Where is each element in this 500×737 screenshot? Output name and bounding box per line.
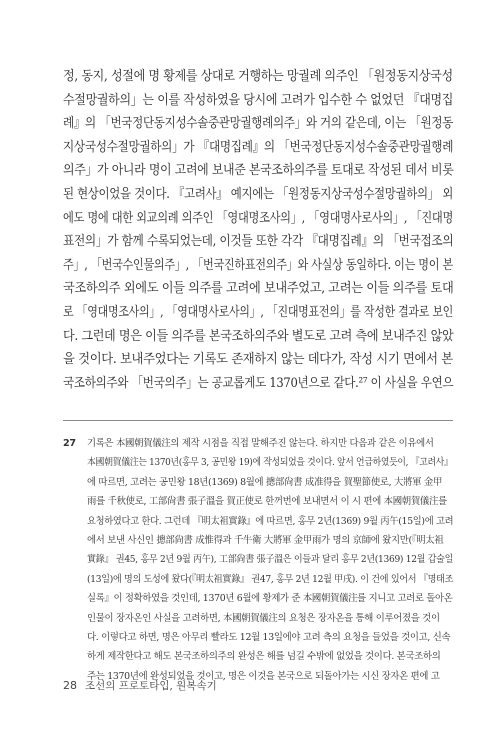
- body-line: 지상국성수절망궐하의」가 『대명집례』의 「번국정단동지성수솔중관망궐행례: [63, 139, 454, 155]
- footnote-line: 에 따르면, 고려는 공민왕 18년(1369) 8월에 摠部尙書 成准得을 賀聖節使로, 大將軍 金甲: [87, 476, 443, 488]
- footnote-text: [87, 434, 453, 686]
- body-line: 국조하의주와 「번국의주」는 공교롭게도 1370년으로 같다.²⁷ 이 사실을 우연으: [63, 375, 454, 391]
- footnote-line: 인물이 장자온인 사실을 고려하면, 本國朝賀儀注의 요청은 장자온을 통해 이루어졌을 것이: [87, 612, 440, 624]
- running-title: 조선의 프로토타입, 원복속기: [85, 680, 217, 692]
- body-line: 주」, 「번국수인물의주」, 「번국진하표전의주」와 사실상 동일하다. 이는 명이 본: [63, 257, 453, 273]
- body-line: 된 현상이었을 것이다. 『고려사』 예지에는 「원정동지상국성수절망궐하의」 외: [63, 186, 453, 202]
- body-line: 다. 그런데 명은 이들 의주를 본국조하의주와 별도로 고려 측에 보내주진 않았: [63, 328, 454, 344]
- footnote-line: 기록은 本國朝賀儀注의 제작 시점을 직접 말해주진 않는다. 하지만 다음과 같은 이유에서: [87, 438, 434, 449]
- footnote-line: 하게 제작한다고 해도 본국조하의주의 완성은 해를 넘길 수밖에 없었을 것이다. 본국조하의: [87, 651, 441, 663]
- body-line: 을 것이다. 보내주었다는 기록도 존재하지 않는 데다가, 작성 시기 면에서 본: [63, 352, 453, 368]
- footnote-line: 本國朝賀儀注는 1370년(홍무 3, 공민왕 19)에 작성되었을 것이다. 앞서 언급하였듯이, 『고려사』: [87, 457, 453, 469]
- footnote-line: 실록』이 정확하였을 것인데, 1370년 6월에 황제가 준 本國朝賀儀注를 지니고 고려로 돌아온: [87, 593, 453, 605]
- page-number: 28: [63, 679, 77, 692]
- body-line: 례』의 「번국정단동지성수솔중관망궐행례의주」와 거의 같은데, 이는 「원정동: [63, 116, 454, 132]
- body-line: 에도 명에 대한 외교의례 의주인 「영대명조사의」, 「영대명사로사의」, 「진대명: [63, 210, 454, 226]
- footnote-line: 주는 1370년에 완성되었을 것이고, 명은 이것을 본국으로 되돌아가는 시신 장자온 편에 고: [87, 670, 440, 682]
- footnote-line: 에서 보낸 사신인 摠部尙書 成惟得과 千牛衛 大將軍 金甲雨가 명의 京師에 왔지만(『明太祖: [87, 534, 444, 546]
- footnote-line: 요청하였다고 한다. 그런데 『明太祖實錄』에 따르면, 홍무 2년(1369) 9월 丙午(15일)에 고려: [87, 515, 454, 527]
- body-paragraph: [63, 65, 453, 395]
- body-line: 정, 동지, 성절에 명 황제를 상대로 거행하는 망궐례 의주인 「원정동지상국성: [63, 69, 453, 84]
- page-footer: [63, 678, 217, 693]
- footnote-divider: [63, 420, 453, 421]
- footnote-line: (13일)에 명의 도성에 왔다(『明太祖實錄』 권47, 홍무 2년 12월 甲戌). 이 건에 있어서 『명태조: [87, 573, 454, 585]
- footnote-number: 27: [63, 438, 76, 449]
- footnote-line: 實錄』 권45, 홍무 2년 9월 丙午), 工部尙書 張子溫은 이들과 달리 홍무 2년(1369) 12월 갑술일: [87, 554, 454, 566]
- body-line: 의주」가 아니라 명이 고려에 보내준 본국조하의주를 토대로 작성된 데서 비롯: [63, 163, 454, 179]
- footnote-line: 다. 이렇다고 하면, 명은 아무리 빨라도 12월 13일에야 고려 측의 요청을 들었을 것이고, 신속: [87, 631, 451, 643]
- body-line: 로 「영대명조사의」, 「영대명사로사의」, 「진대명표전의」를 작성한 결과로 보인: [63, 304, 454, 320]
- book-page: [63, 0, 453, 737]
- body-line: 수절망궐하의」는 이를 작성하였을 당시에 고려가 입수한 수 없었던 『대명집: [63, 92, 454, 108]
- body-line: 국조하의주 외에도 이들 의주를 고려에 보내주었고, 고려는 이들 의주를 토대: [63, 281, 454, 297]
- body-line: 표전의」가 함께 수록되었는데, 이것들 또한 각각 『대명집례』의 「번국접조의: [63, 234, 454, 250]
- footnote-line: 雨를 千秋使로, 工部尙書 張子溫을 賀正使로 한꺼번에 보내면서 이 시 편에 本國朝賀儀注를: [87, 496, 447, 508]
